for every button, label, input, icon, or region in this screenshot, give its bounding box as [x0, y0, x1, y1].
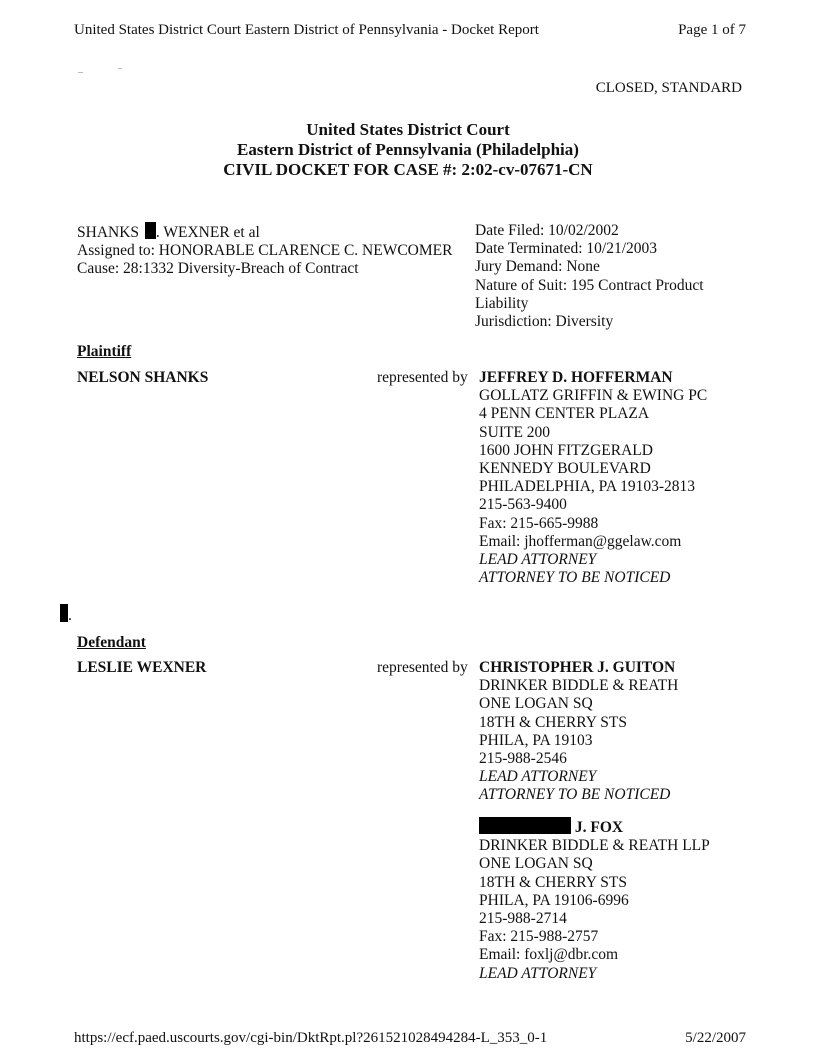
attorney-firm: DRINKER BIDDLE & REATH LLP: [479, 837, 710, 855]
court-district: Eastern District of Pennsylvania (Philadelphia): [237, 140, 579, 159]
attorney-name: CHRISTOPHER J. GUITON: [479, 659, 676, 676]
attorney-city: PHILA, PA 19103: [479, 731, 593, 749]
redaction-box: [479, 817, 571, 834]
attorney-address: KENNEDY BOULEVARD: [479, 460, 651, 478]
attorney-name: JEFFREY D. HOFFERMAN: [479, 369, 673, 386]
footer-url: https://ecf.paed.uscourts.gov/cgi-bin/DktRpt.pl?261521028494284-L_353_0-1: [74, 1030, 548, 1046]
attorney-address: 1600 JOHN FITZGERALD: [479, 441, 653, 459]
page-number: Page 1 of 7: [678, 22, 746, 38]
case-caption: [77, 222, 452, 242]
represented-by-label: represented by: [377, 369, 468, 386]
attorney-email: Email: jhofferman@ggelaw.com: [479, 532, 682, 550]
report-header-title: United States District Court Eastern District of Pennsylvania - Docket Report: [74, 22, 539, 38]
attorney-designation: LEAD ATTORNEY: [479, 768, 597, 786]
attorney-address: ONE LOGAN SQ: [479, 695, 593, 713]
attorney-email: Email: foxlj@dbr.com: [479, 946, 619, 964]
plaintiff-attorney-block: [479, 369, 707, 587]
court-title-block: [0, 120, 816, 180]
case-cause: Cause: 28:1332 Diversity-Breach of Contract: [77, 260, 359, 278]
attorney-name: [479, 817, 710, 837]
defendant-attorney-1-block: [479, 659, 678, 805]
represented-by-label: represented by: [377, 659, 468, 676]
attorney-phone: 215-988-2546: [479, 750, 567, 768]
defendant-name: LESLIE WEXNER: [77, 659, 207, 676]
attorney-designation: LEAD ATTORNEY: [479, 551, 597, 569]
attorney-city: PHILA, PA 19106-6996: [479, 891, 629, 909]
case-status-flags: CLOSED, STANDARD: [595, 80, 742, 96]
caption-plaintiff: SHANKS: [77, 224, 140, 241]
redacted-marker-dot: .: [68, 607, 72, 624]
nature-of-suit-cont: Liability: [475, 294, 529, 312]
attorney-designation: ATTORNEY TO BE NOTICED: [479, 569, 671, 587]
attorney-address: ONE LOGAN SQ: [479, 855, 593, 873]
attorney-address: 4 PENN CENTER PLAZA: [479, 405, 650, 423]
defendant-attorney-2-block: [479, 817, 710, 983]
redacted-marker: [60, 604, 72, 625]
attorney-firm: GOLLATZ GRIFFIN & EWING PC: [479, 387, 708, 405]
attorney-designation: LEAD ATTORNEY: [479, 964, 597, 982]
nature-of-suit: Nature of Suit: 195 Contract Product: [475, 276, 704, 294]
attorney-name-suffix: J. FOX: [574, 819, 624, 836]
attorney-firm: DRINKER BIDDLE & REATH: [479, 677, 679, 695]
defendant-role-label: Defendant: [77, 634, 146, 651]
assigned-judge: Assigned to: HONORABLE CLARENCE C. NEWCOMER: [77, 242, 453, 260]
attorney-designation: ATTORNEY TO BE NOTICED: [479, 786, 671, 804]
redaction-box: [145, 222, 156, 239]
attorney-fax: Fax: 215-988-2757: [479, 928, 599, 946]
plaintiff-role-label: Plaintiff: [77, 343, 132, 360]
jury-demand: Jury Demand: None: [475, 258, 600, 276]
caption-defendant: . WEXNER et al: [155, 224, 260, 241]
date-terminated: Date Terminated: 10/21/2003: [475, 240, 658, 258]
attorney-fax: Fax: 215-665-9988: [479, 514, 599, 532]
court-name: United States District Court: [306, 120, 510, 139]
attorney-city: PHILADELPHIA, PA 19103-2813: [479, 478, 696, 496]
date-filed: Date Filed: 10/02/2002: [475, 222, 619, 239]
case-number-title: CIVIL DOCKET FOR CASE #: 2:02-cv-07671-CN: [223, 160, 593, 179]
case-info-left: [77, 222, 452, 279]
footer-date: 5/22/2007: [685, 1030, 746, 1046]
attorney-phone: 215-988-2714: [479, 910, 567, 928]
attorney-address: SUITE 200: [479, 423, 551, 441]
jurisdiction: Jurisdiction: Diversity: [475, 313, 614, 331]
redaction-box: [60, 604, 68, 622]
case-info-right: [475, 222, 704, 331]
scan-artifact: [78, 72, 83, 73]
scan-artifact: [118, 68, 122, 69]
plaintiff-name: NELSON SHANKS: [77, 369, 209, 386]
attorney-address: 18TH & CHERRY STS: [479, 873, 627, 891]
attorney-address: 18TH & CHERRY STS: [479, 713, 627, 731]
attorney-phone: 215-563-9400: [479, 496, 567, 514]
